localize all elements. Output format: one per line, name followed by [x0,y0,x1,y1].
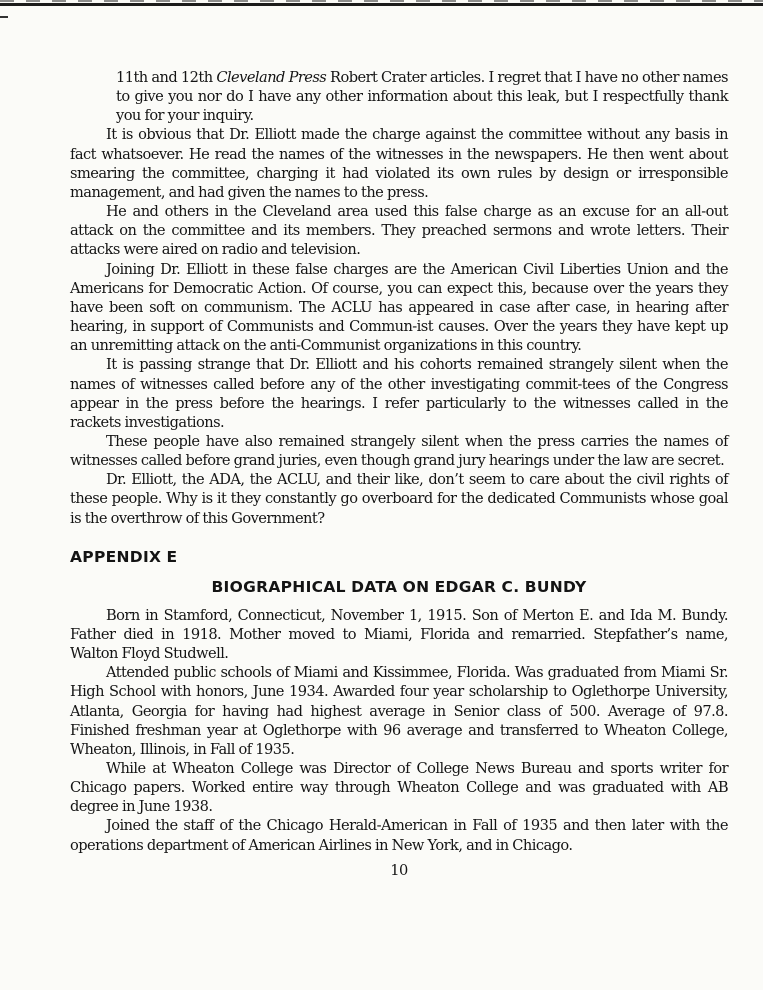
bio-paragraph: Born in Stamford, Connecticut, November 1, 1915. Son of Merton E. and Ida M. Bundy. Father died in 1918. Mother moved to Miami, Florida and remarried. Stepfather’s name, Walton Floyd Studwell. [70,606,728,663]
top-rule [0,3,763,6]
page-number: 10 [390,861,408,879]
bio-paragraph: Attended public schools of Miami and Kissimmee, Florida. Was graduated from Miami Sr. High School with honors, June 1934. Awarded four year scholarship to Oglethorpe University, Atlanta, Georgia for having had highest average in Senior class of 500. Average of 97.8. Finished freshman year at Oglethorpe with 96 average and transferred to Wheaton College, Wheaton, Illinois, in Fall of 1935. [70,664,728,758]
paragraph: It is passing strange that Dr. Elliott and his cohorts remained strangely silent when the names of witnesses called before any of the other investigating commit-tees of the Congress appear in the press before the hearings. I refer particularly to the witnesses called in the rackets investigations. [70,356,728,431]
quoted-letter-end [116,68,728,125]
quote-line-start: 11th and 12th [116,69,217,86]
paragraph: He and others in the Cleveland area used this false charge as an excuse for an all-out attack on the committee and its members. They preached sermons and wrote letters. Their attacks were aired on radio and television. [70,203,728,259]
bio-paragraph: Joined the staff of the Chicago Herald-American in Fall of 1935 and then later with the operations department of American Airlines in New York, and in Chicago. [70,817,728,854]
publication-name: Cleveland Press [216,69,327,86]
margin-mark [0,16,8,18]
paragraph: Dr. Elliott, the ADA, the ACLU, and their like, don’t seem to care about the civil rights of these people. Why is it they constantly go overboard for the dedicated Communists whose goal is the overthrow of this Government? [70,471,728,527]
bio-paragraph: While at Wheaton College was Director of College News Bureau and sports writer for Chicago papers. Worked entire way through Wheaton College and was graduated with AB degree in June 1938. [70,760,728,816]
quote-line-rest: Robert Crater articles. I regret that I have no other names to give you nor do I have any other information about this leak, but I respectfully thank you for your inquiry. [116,69,728,125]
paragraph: Joining Dr. Elliott in these false charges are the American Civil Liberties Union and the Americans for Democratic Action. Of course, you can expect this, because over the years they have been soft on communism. The ACLU has appeared in case after case, in hearing after hearing, in support of Communists and Commun-ist causes. Over the years they have kept up an unremitting attack on the anti-Communist organizations in this country. [70,260,728,355]
paragraph: It is obvious that Dr. Elliott made the charge against the committee without any basis in fact whatsoever. He read the names of the witnesses in the newspapers. He then went about smearing the committee, charging it had violated its own rules by design or irresponsible management, and had given the names to the press. [70,126,728,201]
paragraph: These people have also remained strangely silent when the press carries the names of witnesses called before grand juries, even though grand jury hearings under the law are secret. [70,432,728,470]
top-scan-border [0,0,763,2]
biography-title: BIOGRAPHICAL DATA ON EDGAR C. BUNDY [211,577,587,596]
document-page [70,68,728,880]
appendix-heading: APPENDIX E [70,547,178,566]
